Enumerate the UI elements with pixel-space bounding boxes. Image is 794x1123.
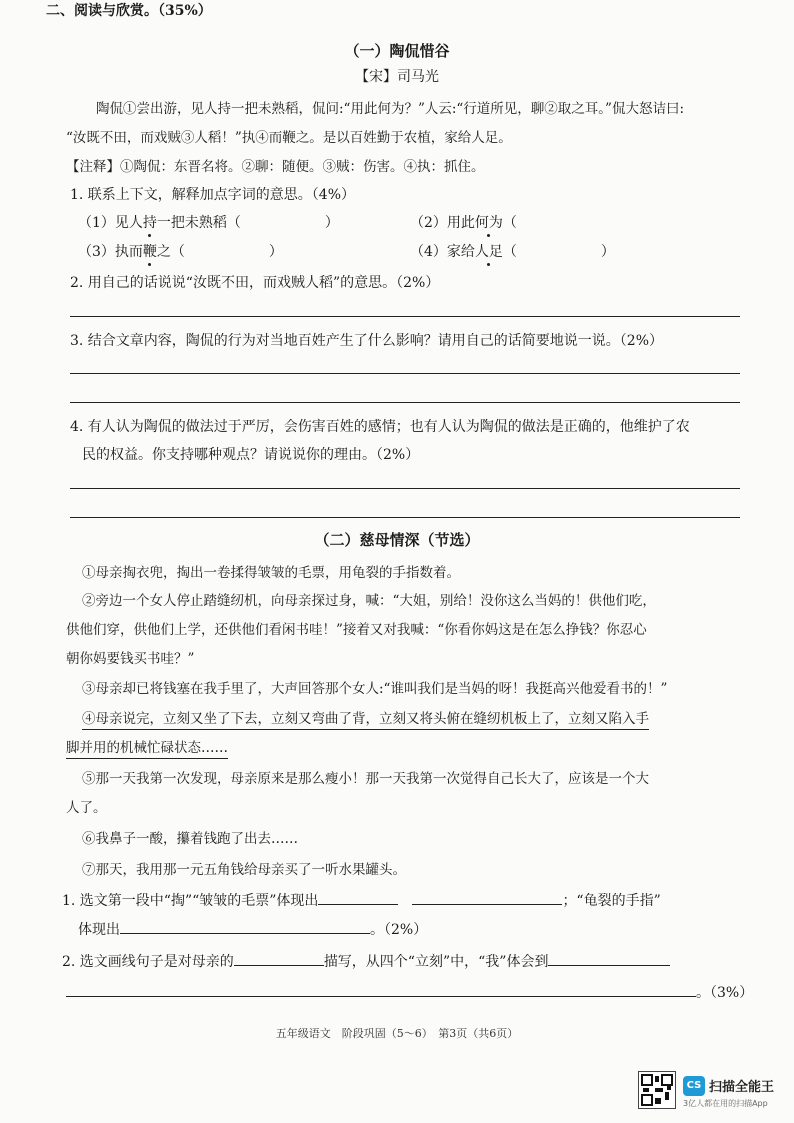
passage2-p1: ①母亲掏衣兜，掏出一卷揉得皱皱的毛票，用龟裂的手指数着。 (82, 565, 460, 581)
passage2-p6: ⑥我鼻子一酸，攥着钱跑了出去…… (82, 831, 298, 847)
passage2-p5-line2: 人了。 (66, 800, 107, 816)
p1-q1-b-pre: （2）用此 (410, 215, 475, 231)
p1-q1-stem: 1. 联系上下文，解释加点字词的意思。（4%） (70, 187, 356, 203)
blank-input[interactable] (412, 890, 562, 905)
passage1-notes: 【注释】①陶侃：东晋名将。②聊：随便。③贼：伤害。④执：抓住。 (66, 159, 485, 175)
p1-q1-c-pre: （3）执而 (78, 244, 143, 260)
answer-line[interactable] (70, 373, 740, 374)
p1-q1-c-dotted: 鞭 (142, 244, 157, 260)
answer-line[interactable] (70, 402, 740, 403)
p1-q1-b (410, 212, 517, 232)
passage2-p2-line1: ②旁边一个女人停止踏缝纫机，向母亲探过身，喊：“大姐，别给！没你这么当妈的！供他们吃， (82, 593, 656, 609)
p1-q4-line2: 民的权益。你支持哪种观点？请说说你的理由。（2%） (82, 447, 420, 463)
p1-q1-a-dotted: 持 (142, 215, 157, 231)
p2-q2-end: 。（3%） (696, 985, 754, 1001)
p2-q1-text-c: 体现出 (78, 922, 120, 938)
camscanner-name: 扫描全能王 (709, 1080, 775, 1095)
p1-q2: 2. 用自己的话说说“汝既不田，而戏贼人稻”的意思。（2%） (70, 275, 440, 291)
p1-q1-b-post: （ (502, 215, 517, 231)
passage2-p2-line2: 供他们穿，供他们上学，还供他们看闲书哇！”接着又对我喊：“你看你妈这是在怎么挣钱？你忍心 (66, 622, 647, 638)
p2-q2-text-b: 描写，从四个“立刻”中，“我”体会到 (323, 954, 549, 970)
p1-q4-line1: 4. 有人认为陶侃的做法过于严厉，会伤害百姓的感情；也有人认为陶侃的做法是正确的，他维护了农 (70, 419, 690, 435)
passage1-title: （一）陶侃惜谷 (344, 42, 450, 60)
p1-q1-d-pre: （4）家给 (410, 244, 475, 260)
passage1-author: 【宋】司马光 (355, 69, 439, 85)
blank-input[interactable] (318, 890, 398, 905)
answer-line[interactable] (70, 488, 740, 489)
passage2-p3: ③母亲却已将钱塞在我手里了，大声回答那个女人:“谁叫我们是当妈的呀！我挺高兴他爱看书的！” (82, 681, 668, 697)
p1-q1-d-post: （ ） (502, 244, 615, 260)
p1-q1-d (410, 241, 615, 261)
p1-q1-c (78, 241, 283, 261)
section-header: 二、阅读与欣赏。（35%） (46, 3, 212, 19)
answer-line[interactable] (70, 517, 740, 518)
p1-q1-d-dotted: 人足 (474, 244, 503, 260)
p2-q1-text-d: 。（2%） (370, 922, 428, 938)
p2-q2-text-a: 2. 选文画线句子是对母亲的 (62, 954, 234, 970)
passage1-text-line2: “汝既不田，而戏贼③人稻！”执④而鞭之。是以百姓勤于农植，家给人足。 (66, 130, 512, 146)
passage2-p4-line1-underlined: ④母亲说完，立刻又坐了下去，立刻又弯曲了背，立刻又将头俯在缝纫机板上了，立刻又陷入手 (82, 707, 649, 730)
passage2-p7: ⑦那天，我用那一元五角钱给母亲买了一听水果罐头。 (82, 862, 406, 878)
p1-q1-b-dotted: 何为 (474, 215, 503, 231)
blank-input[interactable] (234, 951, 324, 966)
p1-q1-a-post: 一把未熟稻（ ） (156, 215, 339, 231)
p2-q1-text-a: 1. 选文第一段中“掏”“皱皱的毛票”体现出 (62, 893, 319, 909)
passage2-title: （二）慈母情深（节选） (314, 531, 480, 549)
answer-line[interactable] (66, 996, 696, 997)
blank-input[interactable] (548, 951, 670, 966)
p1-q1-a (78, 212, 339, 232)
camscanner-logo-icon: CS (683, 1076, 705, 1096)
answer-line[interactable] (70, 316, 740, 317)
p2-q1-text-b: ；“龟裂的手指” (562, 893, 661, 909)
passage2-p4-line2-underlined: 脚并用的机械忙碌状态…… (66, 736, 228, 759)
passage2-p5-line1: ⑤那一天我第一次发现，母亲原来是那么瘦小！那一天我第一次觉得自己长大了，应该是一个大 (82, 771, 649, 787)
p2-q1-line1 (62, 890, 661, 910)
p2-q1-line2 (78, 919, 427, 939)
p1-q3: 3. 结合文章内容，陶侃的行为对当地百姓产生了什么影响？请用自己的话简要地说一说。（2%） (70, 333, 664, 349)
p1-q1-a-pre: （1）见人 (78, 215, 143, 231)
blank-input[interactable] (120, 919, 370, 934)
page-footer: 五年级语文 阶段巩固（5～6） 第3页（共6页） (275, 1027, 519, 1040)
passage1-text-line1: 陶侃①尝出游，见人持一把未熟稻，侃问:“用此何为？”人云:“行道所见，聊②取之耳。”侃大怒诘曰: (96, 101, 685, 117)
qr-code-icon (638, 1071, 676, 1109)
p1-q1-c-post: 之（ ） (156, 244, 283, 260)
camscanner-tagline: 3亿人都在用的扫描App (683, 1099, 768, 1108)
passage2-p2-line3: 朝你妈要钱买书哇？” (66, 651, 195, 667)
p2-q2-line1 (62, 951, 670, 971)
